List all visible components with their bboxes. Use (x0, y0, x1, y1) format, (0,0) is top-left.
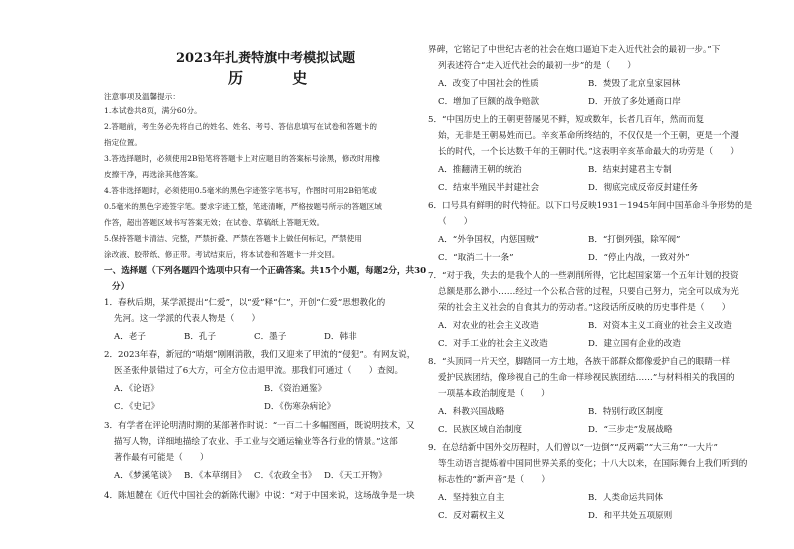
note-line: 3.答选择题时，必须使用2B铅笔将答题卡上对应题目的答案标号涂黑，修改时用橡 (104, 154, 380, 163)
option: A．对农业的社会主义改造 (438, 321, 539, 331)
question-8-stem: 8．“头顶同一片天空，脚踏同一方土地，各族干部群众都像爱护自己的眼睛一样 (428, 357, 731, 367)
question-7-stem: 荣的社会主义社会的自食其力的劳动者。”这段话所反映的历史事件是（ ） (438, 303, 731, 313)
question-9-stem: 标志性的“新声音”是（ ） (438, 475, 550, 485)
note-line: 4.答非选择题时，必须使用0.5毫米的黑色字迹签字笔书写，作图时可用2B铅笔或 (104, 186, 377, 195)
option: C．墨子 (254, 332, 287, 342)
question-1-stem: 先河。这一学派的代表人物是（ ） (114, 314, 261, 324)
option: A．改变了中国社会的性质 (438, 79, 539, 89)
option: B．焚毁了北京皇家园林 (588, 79, 681, 89)
notes-heading: 注意事项及温馨提示： (104, 92, 180, 101)
option: B．人类命运共同体 (588, 493, 664, 503)
option: B．“打倒列强，除军阀” (588, 235, 681, 245)
note-line: 5.保持答题卡清洁、完整，严禁折叠、严禁在答题卡上做任何标记，严禁使用 (104, 234, 362, 243)
option: B．《资治通鉴》 (264, 384, 327, 394)
question-6-stem: 6．口号具有鲜明的时代特征。以下口号反映1931－1945年间中国革命斗争形势的是 (428, 201, 753, 211)
note-line: 2.答题前，考生务必先将自己的姓名、姓名、考号、答信息填写在试卷和答题卡的 (104, 122, 378, 131)
question-5-stem: 5．“中国历史上的王朝更替屡见不鲜，短或数年，长者几百年，然而而复 (428, 115, 705, 125)
option: D．韩非 (324, 332, 357, 342)
option: A．“外争国权，内惩国贼” (438, 235, 539, 245)
question-4-stem: 列表述符合“走入近代社会的最初一步”的是（ ） (438, 61, 636, 71)
note-line: 涂改液、胶带纸、修正带。考试结束后，将本试卷和答题卡一并交回。 (104, 250, 340, 259)
question-9-stem: 9．在总结新中国外交历程时，人们曾以“一边倒”“反两霸”“大三角”“一大片” (428, 443, 718, 453)
question-4-stem: 4．陈旭麓在《近代中国社会的新陈代谢》中说：“对于中国来说，这场战争是一块 (104, 491, 415, 501)
option: D．建立国有企业的改造 (588, 339, 681, 349)
option: B．孔子 (184, 332, 217, 342)
question-8-stem: 一项基本政治制度是（ ） (438, 389, 550, 399)
note-line: 作答，超出答题区域书写答案无效；在试卷、草稿纸上答题无效。 (104, 218, 325, 227)
option: A．老子 (114, 332, 146, 342)
note-line: 1.本试卷共8页，满分60分。 (104, 106, 202, 115)
option: B．特别行政区制度 (588, 407, 664, 417)
question-1-stem: 1．春秋后期，某学派提出“仁爱”，以“爱”释“仁”，开创“仁爱”思想教化的 (104, 298, 386, 308)
section-line: 分） (112, 282, 130, 292)
option: D．《天工开物》 (324, 471, 387, 481)
option: B．对资本主义工商业的社会主义改造 (588, 321, 732, 331)
option: A．《论语》 (114, 384, 159, 394)
note-line: 指定位置。 (104, 138, 142, 147)
question-7-stem: 7．“对于我，失去的是我个人的一些剥削所得，它比起国家第一个五年计划的投资 (428, 271, 739, 281)
question-9-stem: 等生动语言提炼着中国同世界关系的变化；十八大以来，在国际舞台上我们听到的 (438, 459, 748, 469)
option: D．和平共处五项原则 (588, 511, 673, 521)
option: D．“三步走”发展战略 (588, 425, 673, 435)
option: C．《农政全书》 (254, 471, 317, 481)
option: C．民族区域自治制度 (438, 425, 522, 435)
question-3-stem: 描写人物，详细地描绘了农业、手工业与交通运输业等各行业的情景。”这部 (114, 437, 398, 447)
page-title: 2023年扎赉特旗中考模拟试题 (176, 51, 356, 66)
option: D．彻底完成反帝反封建任务 (588, 183, 699, 193)
subject-title: 历 史 (228, 69, 330, 87)
option: B．《本草纲目》 (184, 471, 247, 481)
option: A．《梦溪笔谈》 (114, 471, 177, 481)
option: C．对手工业的社会主义改造 (438, 339, 548, 349)
note-line: 0.5毫米的黑色字迹签字笔。要求字迹工整，笔迹清晰，严格按题号所示的答题区域 (104, 202, 382, 211)
option: C．“取消二十一条” (438, 253, 514, 263)
option: A．坚持独立自主 (438, 493, 505, 503)
option: C．《史记》 (114, 402, 160, 412)
question-5-stem: 长的时代，一个长达数千年的王朝时代。”这表明辛亥革命最大的功劳是（ ） (438, 147, 739, 157)
question-5-stem: 始，无非是王朝易姓而已。辛亥革命所终结的，不仅仅是一个王朝，更是一个漫 (438, 131, 739, 141)
section-line: 一、选择题（下列各题四个选项中只有一个正确答案。共15个小题，每题2分，共30 (104, 266, 427, 276)
question-8-stem: 爱护民族团结，像珍视自己的生命一样珍视民族团结……”与材料相关的我国的 (438, 373, 735, 383)
option: A．科教兴国战略 (438, 407, 505, 417)
question-4-stem: 界碑，它铭记了中世纪古老的社会在炮口逼迫下走入近代社会的最初一步。”下 (428, 45, 721, 55)
question-7-stem: 总额是那么渺小……经过一个公私合营的过程，只要自己努力，完全可以成为光 (438, 287, 739, 297)
option: A．推翻清王朝的统治 (438, 165, 522, 175)
question-2-stem: 医圣张仲景错过了6大方，可全方位击退甲流。那我们可通过（ ）查阅。 (114, 366, 404, 376)
option: C．增加了巨额的战争赔款 (438, 97, 540, 107)
option: B．结束封建君主专制 (588, 165, 672, 175)
option: D．《伤寒杂病论》 (264, 402, 336, 412)
option: C．反对霸权主义 (438, 511, 505, 521)
option: C．结束半殖民半封建社会 (438, 183, 540, 193)
note-line: 皮擦干净，再选涂其他答案。 (104, 170, 203, 179)
option: D．“停止内战，一致对外” (588, 253, 690, 263)
question-2-stem: 2．2023年春，新冠的“哨烟”刚刚消散，我们又迎来了甲流的“侵犯”。有网友说， (104, 350, 416, 360)
question-6-stem: （ ） (438, 217, 473, 227)
question-3-stem: 著作最有可能是（ ） (114, 453, 209, 463)
option: D．开放了多处通商口岸 (588, 97, 681, 107)
question-3-stem: 3．有学者在评论明清时期的某部著作时说：“一百二十多幅图画，既说明技术，又 (104, 421, 415, 431)
